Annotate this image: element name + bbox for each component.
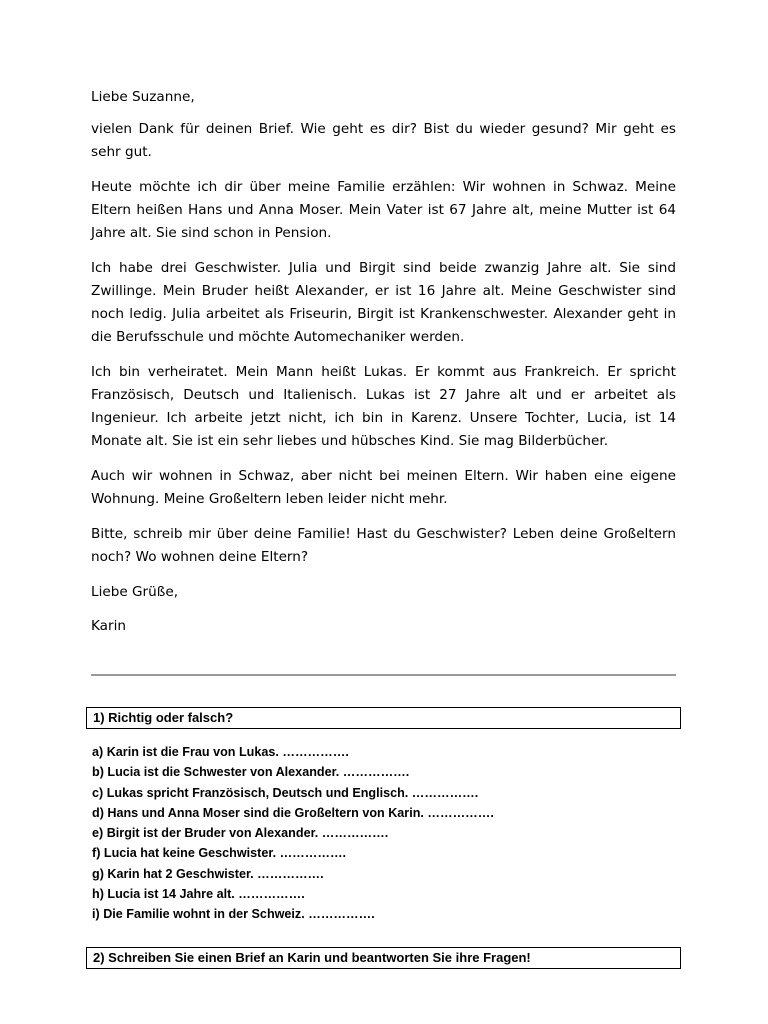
statement-item: e) Birgit ist der Bruder von Alexander. …………….: [92, 826, 389, 841]
letter-signature: Karin: [91, 618, 126, 634]
letter-paragraph-4: Ich bin verheiratet. Mein Mann heißt Lukas. Er kommt aus Frankreich. Er spricht Französisch, Deutsch und Italienisch. Lukas ist 27 Jahre alt und er arbeitet als Ingenieur. Ich arbeite jetzt nicht, ich bin in Karenz. Unsere Tochter, Lucia, ist 14 Monate alt. Sie ist ein sehr liebes und hübsches Kind. Sie mag Bilderbücher.: [91, 364, 676, 449]
statement-item: h) Lucia ist 14 Jahre alt. …………….: [92, 887, 305, 902]
statement-item: d) Hans und Anna Moser sind die Großeltern von Karin. …………….: [92, 805, 494, 820]
letter-paragraph-2: Heute möchte ich dir über meine Familie erzählen: Wir wohnen in Schwaz. Meine Eltern heißen Hans und Anna Moser. Mein Vater ist 67 Jahre alt, meine Mutter ist 64 Jahre alt. Sie sind schon in Pension.: [91, 179, 676, 241]
divider-line: [91, 674, 676, 676]
statement-item: c) Lukas spricht Französisch, Deutsch und Englisch. …………….: [92, 785, 479, 800]
task1-heading: 1) Richtig oder falsch?: [86, 707, 681, 729]
statement-item: g) Karin hat 2 Geschwister. …………….: [92, 866, 324, 881]
statement-item: b) Lucia ist die Schwester von Alexander. …………….: [92, 765, 410, 780]
statement-item: a) Karin ist die Frau von Lukas. …………….: [92, 745, 349, 759]
letter-salutation: Liebe Suzanne,: [91, 89, 195, 105]
letter: [91, 86, 676, 638]
statement-item: f) Lucia hat keine Geschwister. …………….: [92, 846, 347, 861]
letter-paragraph-6: Bitte, schreib mir über deine Familie! Hast du Geschwister? Leben deine Großeltern noch? Wo wohnen deine Eltern?: [91, 526, 676, 565]
true-false-list: [92, 742, 494, 925]
statement-item: i) Die Familie wohnt in der Schweiz. …………….: [92, 907, 375, 922]
task2-heading: 2) Schreiben Sie einen Brief an Karin und beantworten Sie ihre Fragen!: [86, 947, 681, 969]
letter-paragraph-5: Auch wir wohnen in Schwaz, aber nicht bei meinen Eltern. Wir haben eine eigene Wohnung. Meine Großeltern leben leider nicht mehr.: [91, 468, 676, 507]
letter-paragraph-3: Ich habe drei Geschwister. Julia und Birgit sind beide zwanzig Jahre alt. Sie sind Zwillinge. Mein Bruder heißt Alexander, er ist 16 Jahre alt. Meine Geschwister sind noch ledig. Julia arbeitet als Friseurin, Birgit ist Krankenschwester. Alexander geht in die Berufsschule und möchte Automechaniker werden.: [91, 260, 676, 345]
letter-paragraph-1: vielen Dank für deinen Brief. Wie geht es dir? Bist du wieder gesund? Mir geht es sehr gut.: [91, 121, 676, 160]
letter-closing: Liebe Grüße,: [91, 584, 179, 600]
